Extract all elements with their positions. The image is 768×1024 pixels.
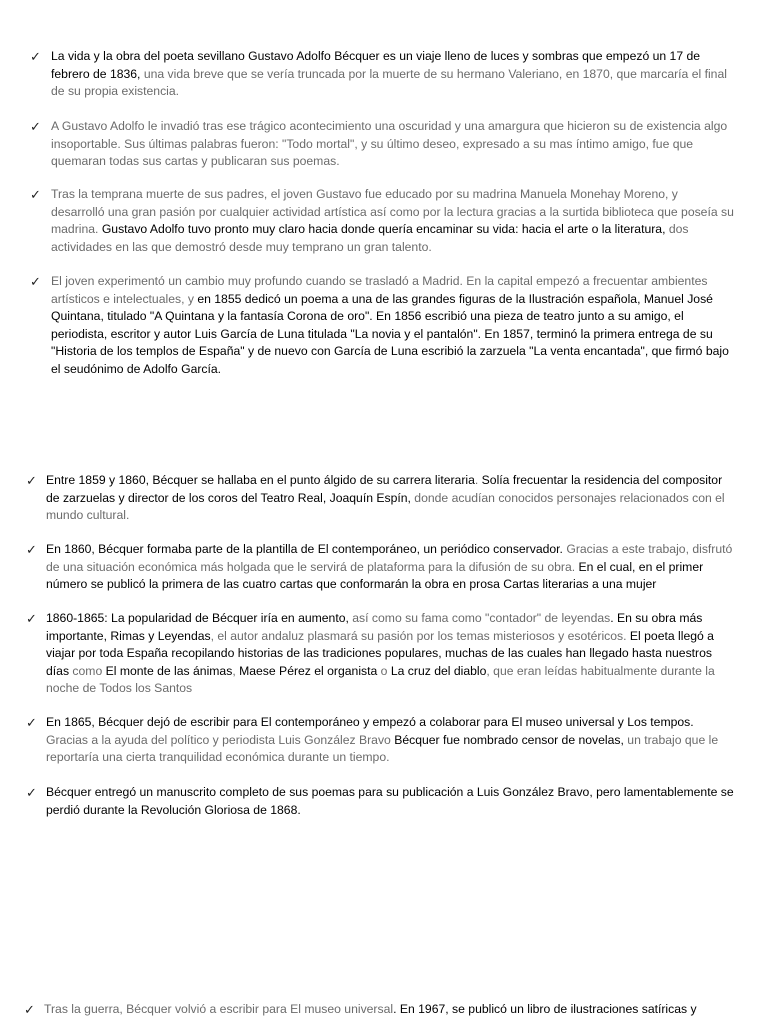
checkmark-icon: ✓ bbox=[26, 715, 37, 730]
bullet-item bbox=[26, 610, 734, 698]
bullet-paragraph bbox=[46, 472, 734, 525]
body-text: o bbox=[377, 663, 391, 678]
highlighted-text: En el cual, en el primer número se publicó la primera de las cuatro cartas que conformarán la obra en prosa Cartas literarias a una mujer bbox=[46, 559, 704, 591]
bullet-item bbox=[30, 48, 734, 101]
bullet-paragraph bbox=[51, 118, 734, 171]
body-text: Tras la guerra, Bécquer volvió a escribir para El museo universal bbox=[44, 1002, 394, 1016]
bullet-item bbox=[30, 186, 734, 256]
body-text: . bbox=[474, 473, 482, 487]
bullet-paragraph bbox=[46, 610, 734, 698]
bullet-paragraph bbox=[51, 273, 734, 378]
bullet-paragraph bbox=[46, 784, 734, 819]
body-text: donde acudían conocidos personajes relacionados con el mundo cultural. bbox=[46, 490, 725, 522]
highlighted-text: En 1860, Bécquer formaba parte de la plantilla de El contemporáneo, un periódico conservador. bbox=[46, 542, 563, 556]
body-text: Tras la temprana muerte de sus padres, el joven Gustavo fue educado por su madrina Manuela Monehay Moreno, y desarrolló una gran pasión por cualquier actividad artística así como por la lectura gracias a la surtida biblioteca que poseía su madrina. bbox=[51, 187, 734, 236]
body-text: como bbox=[69, 663, 106, 678]
bullet-paragraph bbox=[51, 48, 734, 101]
body-text: así como su fama como "contador" de leyendas bbox=[348, 611, 611, 625]
checkmark-icon: ✓ bbox=[30, 187, 41, 202]
checkmark-icon: ✓ bbox=[30, 119, 41, 134]
bullet-item bbox=[26, 541, 734, 594]
body-text: , bbox=[232, 663, 240, 678]
body-text: , el autor andaluz plasmará su pasión por los temas misteriosos y esotéricos. bbox=[210, 628, 630, 643]
bullet-item bbox=[30, 118, 734, 171]
body-text: El joven experimentó un cambio muy profundo cuando se trasladó a Madrid. En la capital empezó a frecuentar ambientes artísticos e intelectuales, y bbox=[51, 274, 708, 306]
highlighted-text: . En 1967, se publicó un libro de ilustraciones satíricas y bbox=[393, 1002, 697, 1016]
body-text: Gracias a este trabajo, disfrutó de una situación económica más holgada que le servirá de plataforma para la difusión de su obra. bbox=[46, 542, 733, 574]
highlighted-text: Entre 1859 y 1860, Bécquer se hallaba en el punto álgido de su carrera literaria bbox=[46, 473, 475, 487]
highlighted-text: Bécquer fue nombrado censor de novelas, bbox=[394, 732, 624, 747]
highlighted-text: Maese Pérez el organista bbox=[239, 663, 378, 678]
bullet-paragraph bbox=[44, 1001, 736, 1019]
bullet-item bbox=[26, 472, 734, 525]
highlighted-text: La cruz del diablo bbox=[390, 663, 487, 678]
bullet-paragraph bbox=[46, 714, 734, 767]
body-text: , que eran leídas habitualmente durante la noche de Todos los Santos bbox=[46, 663, 715, 695]
highlighted-text: Solía frecuentar la residencia del compositor de zarzuelas y director de los coros del Teatro Real, Joaquín Espín, bbox=[46, 473, 723, 505]
highlighted-text: en 1855 dedicó un poema a una de las grandes figuras de la Ilustración española, Manuel José Quintana, titulado "A Quintana y la fantasía Corona de oro". En 1856 escribió una pieza de teatro junto a su amigo, el periodista, escritor y autor Luis García de Luna titulada "La novia y el pantalón". En 1857, terminó la primera entrega de su "Historia de los templos de España" y de nuevo con García de Luna escribió la zarzuela "La venta encantada", que firmó bajo el seudónimo de Adolfo García. bbox=[51, 291, 729, 376]
body-text: dos actividades en las que demostró desde muy temprano un gran talento. bbox=[51, 222, 689, 254]
checkmark-icon: ✓ bbox=[26, 785, 37, 800]
bullet-paragraph bbox=[51, 186, 734, 256]
checkmark-icon: ✓ bbox=[26, 611, 37, 626]
highlighted-text: En 1865, Bécquer dejó de escribir para El contemporáneo y empezó a colaborar para El museo universal y Los tempos. bbox=[46, 715, 694, 729]
checkmark-icon: ✓ bbox=[30, 274, 41, 289]
bullet-paragraph bbox=[46, 541, 734, 594]
checkmark-icon: ✓ bbox=[26, 473, 37, 488]
bullet-item bbox=[26, 784, 734, 819]
highlighted-text: Bécquer entregó un manuscrito completo de sus poemas para su publicación a Luis González Bravo, pero lamentablemente se perdió durante la Revolución Gloriosa de 1868. bbox=[46, 785, 734, 817]
checkmark-icon: ✓ bbox=[30, 49, 41, 64]
body-text: un trabajo que le reportaría una cierta tranquilidad económica durante un tiempo. bbox=[46, 732, 719, 764]
highlighted-text: 1860-1865: La popularidad de Bécquer iría en aumento, bbox=[46, 611, 349, 625]
body-text: Gracias a la ayuda del político y periodista Luis González Bravo bbox=[46, 732, 395, 747]
highlighted-text: . En su obra más importante, Rimas y Leyendas bbox=[46, 611, 703, 643]
body-text: una vida breve que se vería truncada por la muerte de su hermano Valeriano, en 1870, que marcaría el final de su propia existencia. bbox=[51, 66, 727, 98]
highlighted-text: El monte de las ánimas bbox=[105, 663, 233, 678]
bullet-item bbox=[26, 714, 734, 767]
highlighted-text: El poeta llegó a viajar por toda España recopilando historias de las tradiciones populares, muchas de las cuales han llegado hasta nuestros días bbox=[46, 628, 714, 678]
bullet-item bbox=[30, 273, 734, 378]
bullet-item bbox=[24, 1001, 736, 1019]
checkmark-icon: ✓ bbox=[24, 1002, 35, 1017]
body-text: A Gustavo Adolfo le invadió tras ese trágico acontecimiento una oscuridad y una amargura que hicieron su de existencia algo insoportable. Sus últimas palabras fueron: "Todo mortal", y su último deseo, expresado a su mas íntimo amigo, fue que quemaran todas sus cartas y publicaran sus poemas. bbox=[51, 119, 728, 168]
highlighted-text: La vida y la obra del poeta sevillano Gustavo Adolfo Bécquer es un viaje lleno de luces y sombras que empezó un 17 de febrero de 1836, bbox=[51, 49, 701, 81]
highlighted-text: Gustavo Adolfo tuvo pronto muy claro hacia donde quería encaminar su vida: hacia el arte o la literatura, bbox=[101, 222, 666, 236]
checkmark-icon: ✓ bbox=[26, 542, 37, 557]
